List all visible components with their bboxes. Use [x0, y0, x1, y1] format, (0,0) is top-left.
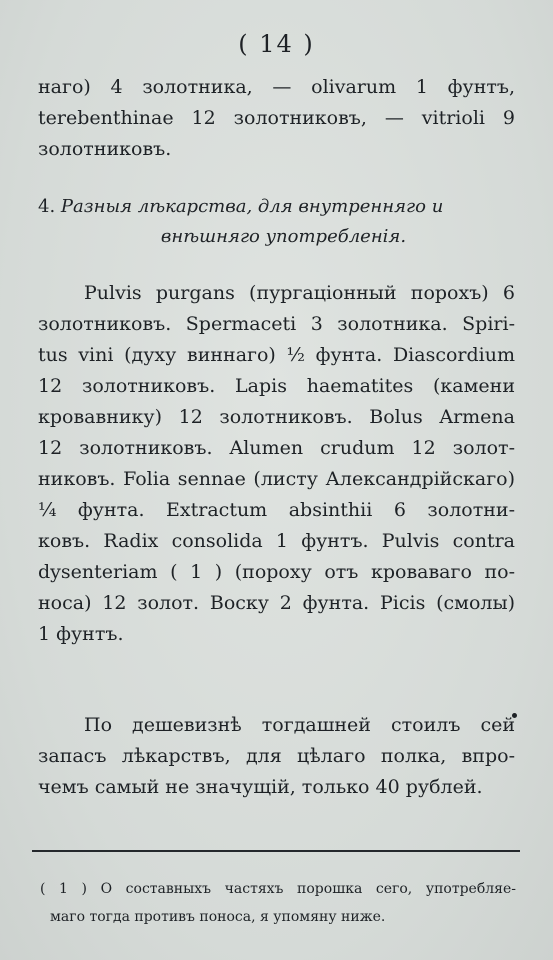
paragraph-cost: [38, 710, 515, 803]
text-line: запасъ лѣкарствъ, для цѣлаго полка, впро-: [38, 745, 515, 767]
text-line: ковъ. Radix consolida 1 фунтъ. Pulvis contra: [38, 530, 515, 552]
text-line: 12 золотниковъ. Alumen crudum 12 золот-: [38, 437, 515, 459]
text-line: ¼ фунта. Extractum absinthii 6 золотни-: [38, 499, 515, 521]
text-line: По дешевизнѣ тогдашней стоилъ сей: [84, 714, 515, 736]
page-number: ( 14 ): [238, 30, 315, 58]
footnote-line: ( 1 ) О составныхъ частяхъ порошка сего, употребляе-: [40, 881, 516, 897]
section-title-line-1: Разныя лѣкарства, для внутренняго и: [60, 196, 444, 217]
paragraph-medicines: [38, 278, 515, 650]
text-line: золотниковъ.: [38, 138, 172, 160]
text-line: 1 фунтъ.: [38, 623, 124, 645]
text-line: 12 золотниковъ. Lapis haematites (камени: [38, 375, 515, 397]
text-line: никовъ. Folia sennae (листу Александрійскаго): [38, 468, 515, 490]
text-line: золотниковъ. Spermaceti 3 золотника. Spiri-: [38, 313, 515, 335]
section-title-line-2: внѣшняго употребленія.: [160, 226, 407, 247]
footnote-line: маго тогда противъ поноса, я упомяну ниже.: [50, 909, 386, 925]
text-line: Pulvis purgans (пургаціонный порохъ) 6: [84, 282, 515, 304]
text-line: tus vini (духу виннаго) ½ фунта. Diascordium: [38, 344, 515, 366]
paragraph-continued: [38, 72, 515, 165]
text-line: dysenteriam ( 1 ) (пороху отъ кроваваго по-: [38, 561, 515, 583]
section-number: 4.: [38, 196, 56, 217]
footnote-divider: [32, 850, 520, 852]
text-line: terebenthinae 12 золотниковъ, — vitrioli 9: [38, 107, 515, 129]
text-line: наго) 4 золотника, — olivarum 1 фунтъ,: [38, 76, 515, 98]
footnote: [40, 875, 516, 931]
text-line: чемъ самый не значущій, только 40 рублей.: [38, 776, 483, 798]
text-line: носа) 12 золот. Воску 2 фунта. Picis (смолы): [38, 592, 515, 614]
section-heading: [38, 192, 515, 252]
text-line: кровавнику) 12 золотниковъ. Bolus Armena: [38, 406, 515, 428]
